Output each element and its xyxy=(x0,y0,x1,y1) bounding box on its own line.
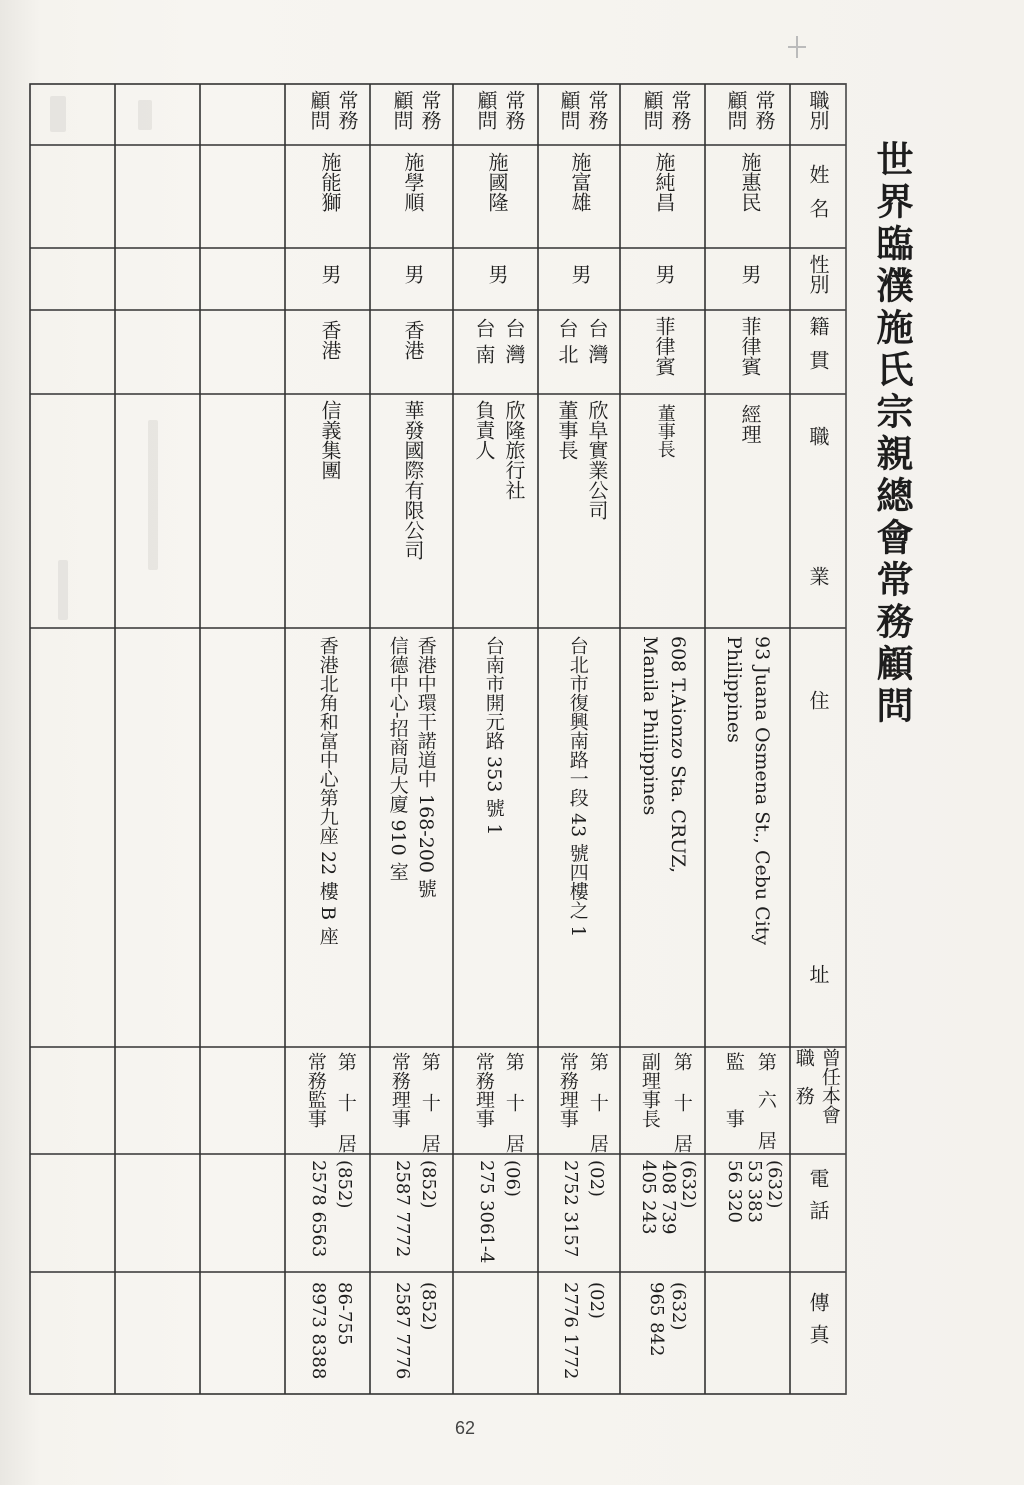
phone-line-1: (02) xyxy=(585,1160,607,1197)
past-post-line-1: 第 六 居 xyxy=(754,1052,777,1150)
header-gender: 性別 xyxy=(806,254,830,294)
role-line-2: 顧問 xyxy=(640,90,664,130)
origin-line-1: 菲律賓 xyxy=(652,316,676,376)
phone-line-1: (632) xyxy=(763,1160,785,1209)
past-post-line-2: 副理事長 xyxy=(638,1052,661,1128)
role-line-2: 顧問 xyxy=(557,90,581,130)
header-address-b: 址 xyxy=(806,964,830,984)
header-role: 職別 xyxy=(806,90,830,130)
role-line-2: 顧問 xyxy=(390,90,414,130)
occupation-line-1: 董事長 xyxy=(654,404,676,458)
role-line-2: 顧問 xyxy=(307,90,331,130)
address-line-1: 香港中環干諾道中 168-200 號 xyxy=(414,636,437,899)
member-name: 施能獅 xyxy=(318,152,342,212)
past-post-line-2: 常務理事 xyxy=(556,1052,579,1128)
fax-line-2: 8973 8388 xyxy=(307,1282,329,1380)
address-line-2: 信德中心-招商局大廈 910 室 xyxy=(386,636,409,881)
origin-line-2: 台北 xyxy=(555,318,579,370)
header-past-post-2: 職 務 xyxy=(792,1048,815,1105)
origin-line-1: 台灣 xyxy=(502,318,526,370)
role-line-2: 顧問 xyxy=(724,90,748,130)
gender: 男 xyxy=(568,264,592,284)
occupation-line-2: 董事長 xyxy=(555,400,579,460)
past-post-line-1: 第 十 居 xyxy=(586,1052,609,1153)
phone-line-2: 2752 3157 xyxy=(559,1160,581,1258)
past-post-line-1: 第 十 居 xyxy=(502,1052,525,1153)
member-name: 施學順 xyxy=(401,152,425,212)
phone-line-2: 275 3061-4 xyxy=(475,1160,497,1264)
gender: 男 xyxy=(652,264,676,284)
past-post-line-2: 監 事 xyxy=(722,1052,745,1128)
past-post-line-2: 常務理事 xyxy=(472,1052,495,1128)
occupation-line-1: 華發國際有限公司 xyxy=(401,400,425,560)
page-number: 62 xyxy=(454,1418,476,1438)
fax-line-1: (02) xyxy=(585,1282,607,1319)
gender: 男 xyxy=(318,264,342,284)
origin-line-1: 台灣 xyxy=(585,318,609,370)
member-name: 施純昌 xyxy=(652,152,676,212)
header-phone: 電話 xyxy=(806,1168,830,1232)
header-fax: 傳真 xyxy=(806,1292,830,1356)
header-past-post-1: 曾任本會 xyxy=(818,1048,841,1124)
bleed-through-mark xyxy=(58,560,68,620)
fax-line-1: (632) xyxy=(667,1282,689,1331)
bleed-through-mark xyxy=(50,96,66,132)
role-line-1: 常務 xyxy=(668,90,692,130)
past-post-line-1: 第 十 居 xyxy=(418,1052,441,1153)
phone-line-1: (852) xyxy=(417,1160,439,1209)
address-line-2: Philippines xyxy=(722,636,745,743)
role-line-1: 常務 xyxy=(502,90,526,130)
member-name: 施國隆 xyxy=(485,152,509,212)
role-line-1: 常務 xyxy=(585,90,609,130)
bleed-through-mark xyxy=(138,100,152,130)
phone-line-2: 2578 6563 xyxy=(307,1160,329,1258)
member-name: 施富雄 xyxy=(568,152,592,212)
phone-line-3: 56 320 xyxy=(723,1160,745,1223)
header-occupation-a: 職 xyxy=(806,426,830,446)
role-line-1: 常務 xyxy=(752,90,776,130)
address-line-1: 台南市開元路 353 號 1 xyxy=(482,636,505,836)
occupation-line-1: 欣隆旅行社 xyxy=(502,400,526,500)
address-line-1: 台北市復興南路一段 43 號四樓之 1 xyxy=(566,636,589,938)
header-name: 姓名 xyxy=(806,164,830,232)
address-line-1: 香港北角和富中心第九座 22 樓 B 座 xyxy=(316,636,339,946)
phone-line-1: (06) xyxy=(501,1160,523,1197)
origin-line-2: 台南 xyxy=(472,318,496,370)
gender: 男 xyxy=(485,264,509,284)
occupation-line-2: 負責人 xyxy=(472,400,496,460)
fax-line-2: 2587 7776 xyxy=(391,1282,413,1380)
page-title: 世界臨濮施氏宗親總會常務顧問 xyxy=(870,140,913,728)
role-line-1: 常務 xyxy=(335,90,359,130)
member-name: 施惠民 xyxy=(738,152,762,212)
phone-line-2: 53 383 xyxy=(743,1160,765,1223)
header-occupation-b: 業 xyxy=(806,566,830,586)
past-post-line-2: 常務理事 xyxy=(388,1052,411,1128)
fax-line-1: (852) xyxy=(417,1282,439,1331)
phone-line-1: (852) xyxy=(333,1160,355,1209)
occupation-line-1: 信義集團 xyxy=(318,400,342,480)
phone-line-2: 408 739 xyxy=(657,1160,679,1235)
phone-line-2: 2587 7772 xyxy=(391,1160,413,1258)
gender: 男 xyxy=(738,264,762,284)
past-post-line-1: 第 十 居 xyxy=(334,1052,357,1153)
fax-line-2: 965 842 xyxy=(645,1282,667,1357)
role-line-2: 顧問 xyxy=(474,90,498,130)
fax-line-1: 86-755 xyxy=(333,1282,355,1346)
origin-line-1: 香港 xyxy=(318,320,342,360)
gender: 男 xyxy=(401,264,425,284)
fax-line-2: 2776 1772 xyxy=(559,1282,581,1380)
origin-line-1: 菲律賓 xyxy=(738,316,762,376)
origin-line-1: 香港 xyxy=(401,320,425,360)
address-line-1: 93 Juana Osmena St., Cebu City xyxy=(750,636,773,946)
address-line-2: Manila Philippines xyxy=(638,636,661,816)
role-line-1: 常務 xyxy=(418,90,442,130)
header-address-a: 住 xyxy=(806,690,830,710)
phone-line-3: 405 243 xyxy=(637,1160,659,1235)
bleed-through-mark xyxy=(148,420,158,570)
phone-line-1: (632) xyxy=(677,1160,699,1209)
address-line-1: 608 T.Aionzo Sta. CRUZ, xyxy=(666,636,689,874)
header-origin: 籍貫 xyxy=(806,316,830,384)
past-post-line-2: 常務監事 xyxy=(304,1052,327,1128)
occupation-line-1: 經理 xyxy=(738,404,762,444)
past-post-line-1: 第 十 居 xyxy=(670,1052,693,1153)
occupation-line-1: 欣阜實業公司 xyxy=(585,400,609,520)
